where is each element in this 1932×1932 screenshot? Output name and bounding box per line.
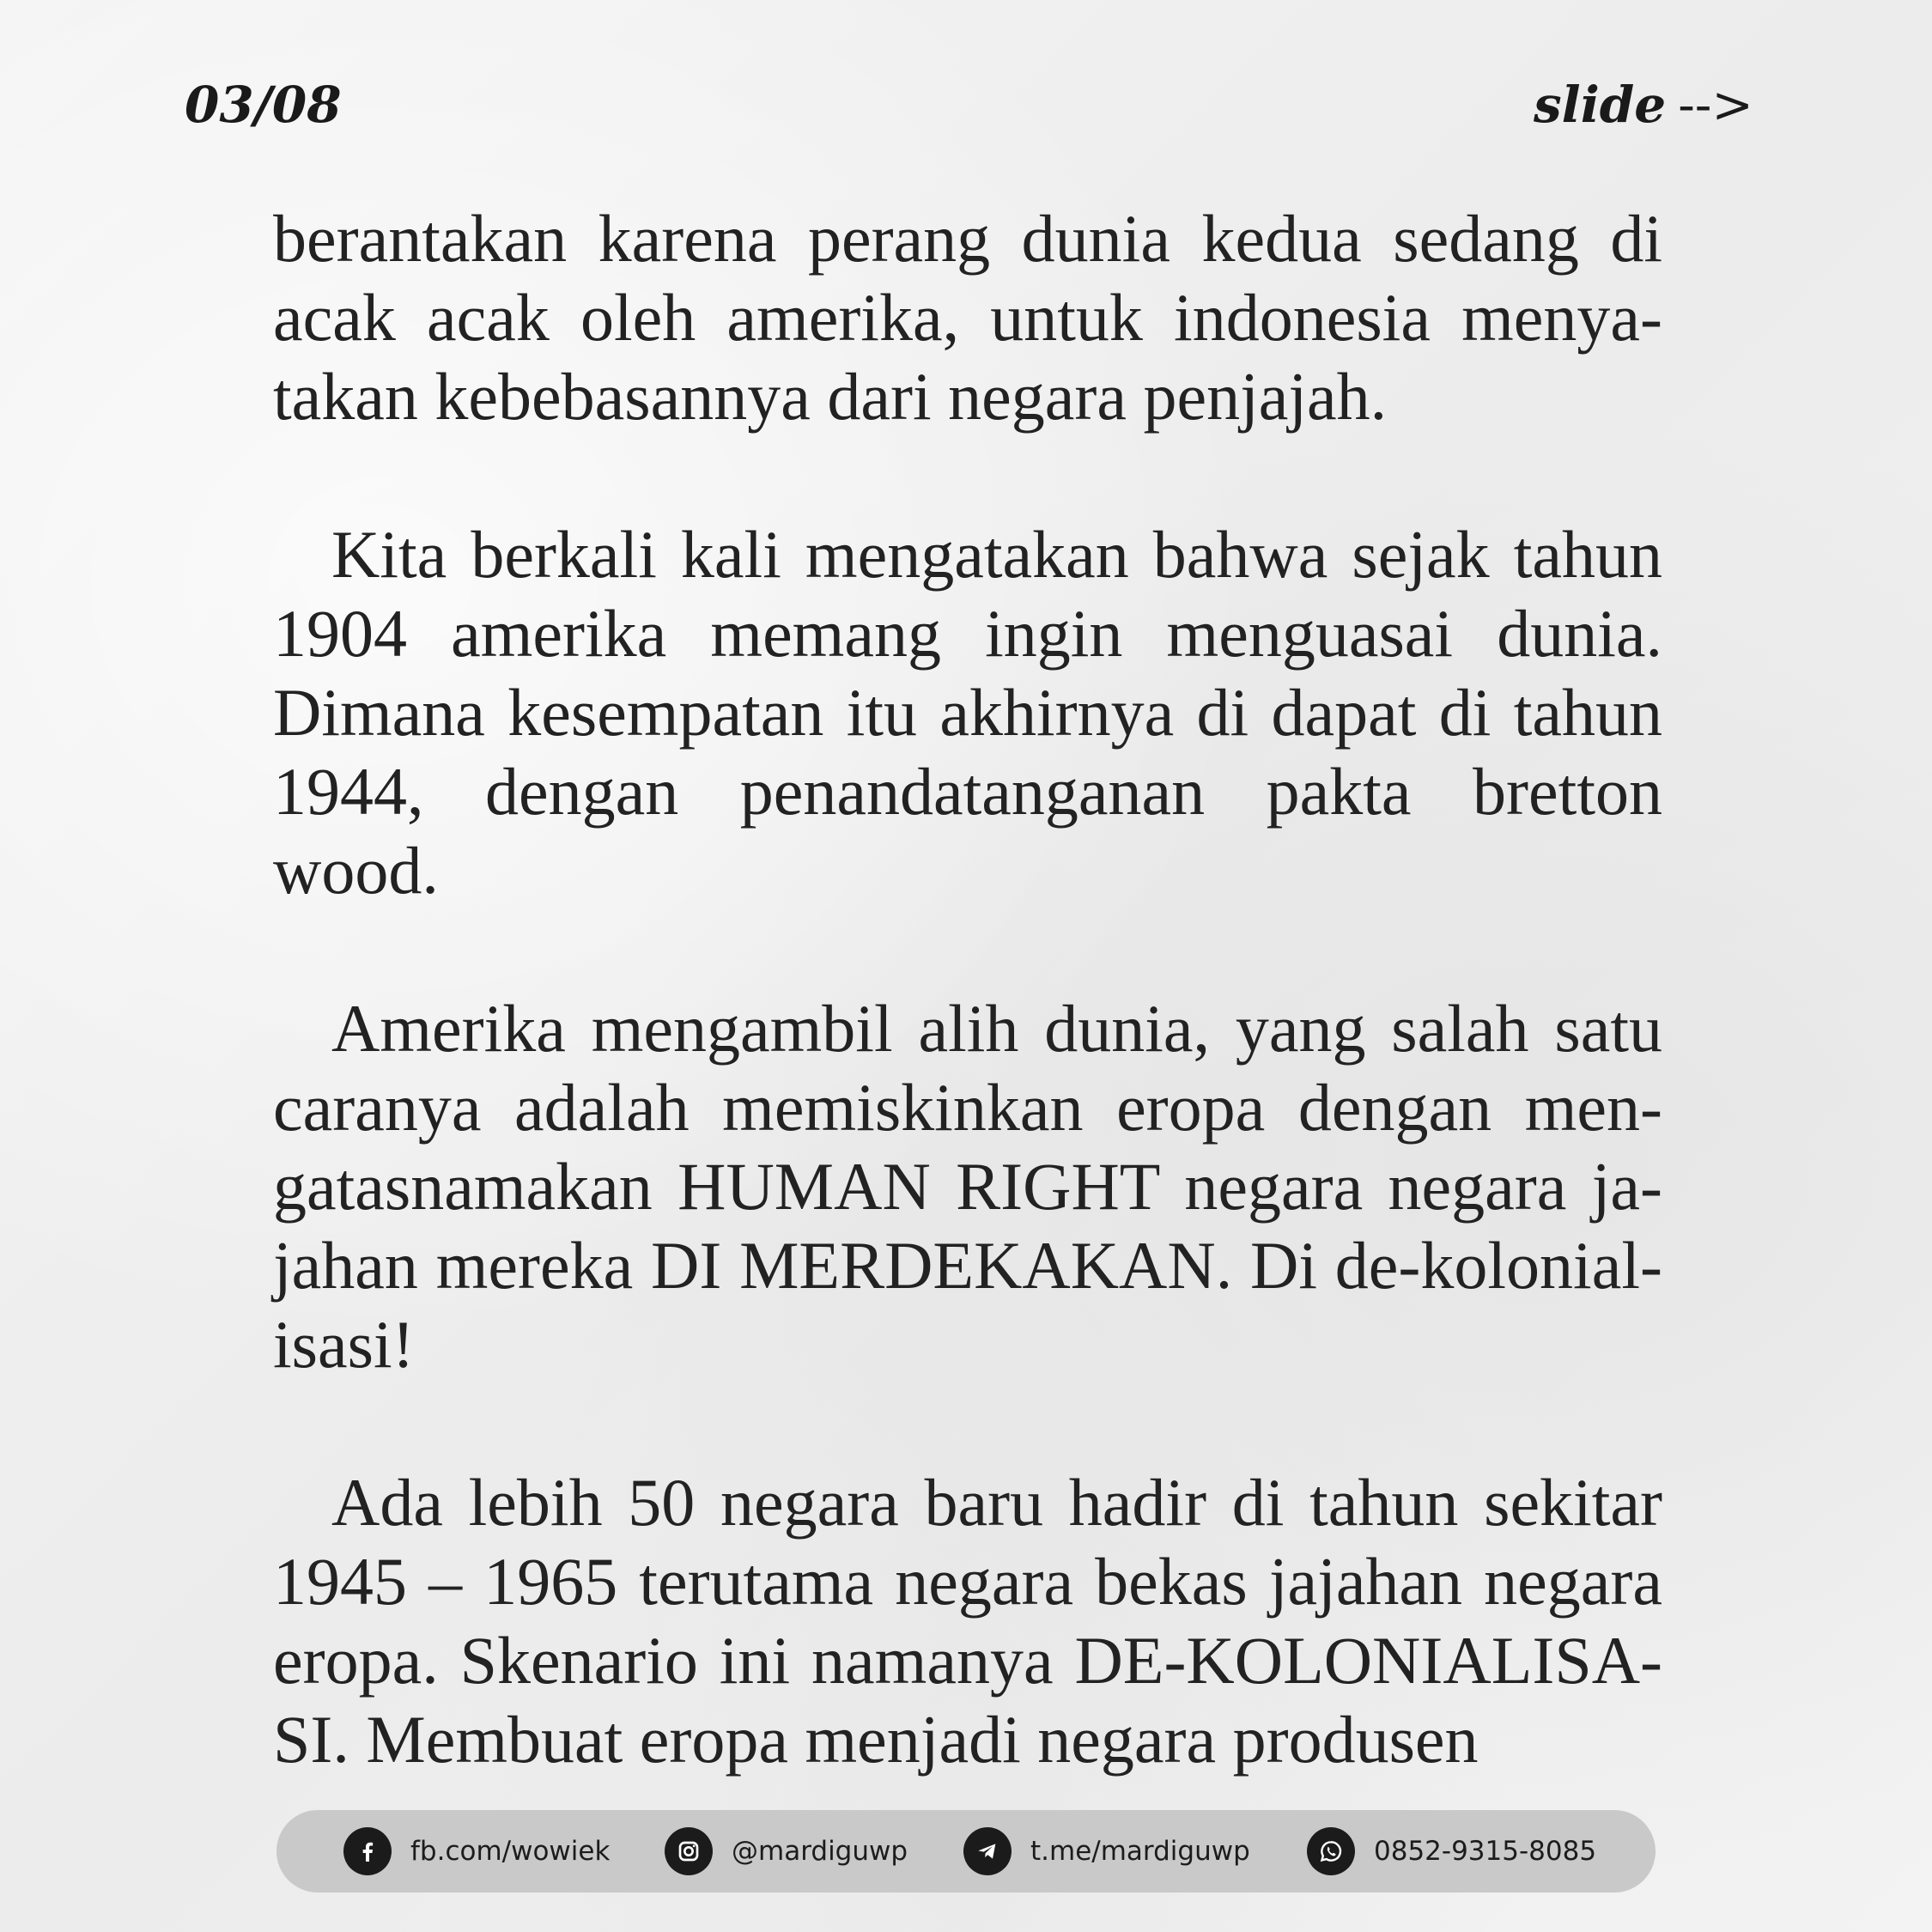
whatsapp-icon bbox=[1307, 1827, 1355, 1875]
body-text bbox=[273, 199, 1662, 1858]
page-indicator: 03/08 bbox=[185, 76, 342, 134]
instagram-icon bbox=[665, 1827, 713, 1875]
next-slide-hint bbox=[1534, 76, 1753, 134]
telegram-icon bbox=[963, 1827, 1012, 1875]
contact-telegram[interactable] bbox=[963, 1827, 1250, 1875]
paragraph: Ada lebih 50 negara baru hadir di tahun sekitar 1945 – 1965 terutama negara bekas jajahan negara eropa. Skenario ini namanya DE-KOLONIALISA-SI. Membuat eropa menjadi negara produsen bbox=[273, 1465, 1662, 1777]
paragraph: berantakan karena perang dunia kedua sedang di acak acak oleh amerika, untuk indonesia menya-takan kebebasannya dari negara penjajah. bbox=[273, 201, 1662, 434]
paragraph: Kita berkali kali mengatakan bahwa sejak tahun 1904 amerika memang ingin menguasai dunia. Dimana kesempatan itu akhirnya di dapat di tahun 1944, dengan penandatanganan pakta bretton wood. bbox=[273, 517, 1662, 908]
contact-whatsapp[interactable] bbox=[1307, 1827, 1596, 1875]
paragraph: Amerika mengambil alih dunia, yang salah satu caranya adalah memiskinkan eropa dengan men-gatasnamakan HUMAN RIGHT negara negara ja-jahan mereka DI MERDEKAKAN. Di de-kolonial-isasi! bbox=[273, 991, 1662, 1382]
contact-instagram[interactable] bbox=[665, 1827, 908, 1875]
contact-label: @mardiguwp bbox=[732, 1836, 908, 1867]
facebook-icon bbox=[343, 1827, 392, 1875]
next-slide-label: slide bbox=[1534, 76, 1667, 134]
arrow-right-icon: --> bbox=[1678, 76, 1753, 134]
contact-label: fb.com/wowiek bbox=[410, 1836, 611, 1867]
contact-label: t.me/mardiguwp bbox=[1030, 1836, 1250, 1867]
contact-label: 0852-9315-8085 bbox=[1374, 1836, 1597, 1867]
contact-facebook[interactable] bbox=[343, 1827, 610, 1875]
contact-bar bbox=[276, 1810, 1656, 1893]
